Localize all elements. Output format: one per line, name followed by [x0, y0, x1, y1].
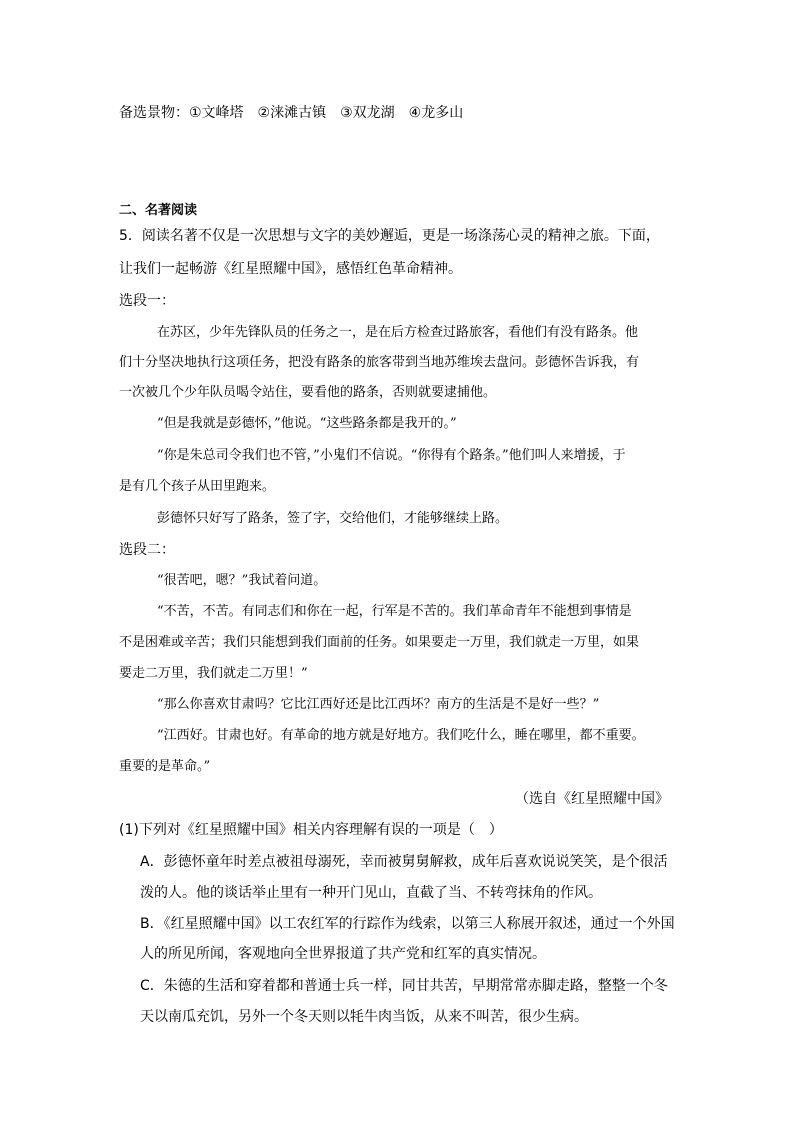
excerpt1-line: 是有几个孩子从田里跑来。: [119, 479, 276, 494]
excerpt2-line: “很苦吧，嗯？”我试着问道。: [157, 573, 327, 588]
excerpt2-line: 要走二万里，我们就走二万里！”: [119, 666, 308, 681]
excerpt2-label: 选段二：: [119, 542, 175, 558]
excerpt1-line: “但是我就是彭德怀，”他说。“这些路条都是我开的。”: [157, 416, 457, 431]
excerpt1-label: 选段一：: [119, 293, 175, 309]
scenic-options: 备选景物：①文峰塔 ②涞滩古镇 ③双龙湖 ④龙多山: [119, 105, 464, 121]
section-heading: 二、名著阅读: [119, 203, 198, 218]
excerpt1-line: 彭德怀只好写了路条，签了字，交给他们，才能够继续上路。: [157, 511, 509, 526]
subquestion-prompt: (1)下列对《红星照耀中国》相关内容理解有误的一项是（ ）: [119, 822, 503, 838]
excerpt1-line: “你是朱总司令我们也不管，”小鬼们不信说。“你得有个路条。”他们叫人来增援，于: [157, 448, 626, 463]
option-a-line-2: 泼的人。他的谈话举止里有一种开门见山，直截了当、不转弯抹角的作风。: [140, 885, 602, 901]
excerpt2-line: “不苦，不苦。有同志们和你在一起，行军是不苦的。我们革命青年不能想到事情是: [157, 604, 632, 619]
excerpt1-line: 在苏区，少年先锋队员的任务之一，是在后方检查过路旅客，看他们有没有路条。他: [157, 325, 639, 340]
excerpt2-line: 不是困难或辛苦；我们只能想到我们面前的任务。如果要走一万里，我们就走一万里，如果: [119, 635, 640, 650]
option-b-line-1: B．《红星照耀中国》以工农红军的行踪作为线索，以第三人称展开叙述，通过一个外国: [140, 916, 675, 932]
option-c-line-2: 天以南瓜充饥，另外一个冬天则以牦牛肉当饭，从来不叫苦，很少生病。: [140, 1009, 588, 1025]
excerpt2-line: “那么你喜欢甘肃吗？它比江西好还是比江西坏？南方的生活是不是好一些？”: [157, 697, 600, 712]
excerpt1-line: 一次被几个少年队员喝令站住，要看他的路条，否则就要逮捕他。: [119, 385, 497, 400]
option-a-line-1: A．彭德怀童年时差点被祖母溺死，幸而被舅舅解救，成年后喜欢说说笑笑，是个很活: [140, 854, 668, 870]
excerpt1-line: 们十分坚决地执行这项任务，把没有路条的旅客带到当地苏维埃去盘问。彭德怀告诉我，有: [119, 355, 640, 370]
option-b-line-2: 人的所见所闻，客观地向全世界报道了共产党和红军的真实情况。: [140, 946, 546, 962]
excerpt2-source: （选自《红星照耀中国》: [515, 791, 669, 807]
excerpt2-line: “江西好。甘肃也好。有革命的地方就是好地方。我们吃什么，睡在哪里，都不重要。: [157, 728, 645, 743]
question-line-1: 5．阅读名著不仅是一次思想与文字的美妙邂逅，更是一场涤荡心灵的精神之旅。下面，: [119, 228, 660, 244]
excerpt2-line: 重要的是革命。”: [119, 759, 211, 774]
question-line-2: 让我们一起畅游《红星照耀中国》，感悟红色革命精神。: [119, 261, 462, 277]
option-c-line-1: C．朱德的生活和穿着都和普通士兵一样，同甘共苦，早期常常赤脚走路，整整一个冬: [140, 978, 668, 994]
